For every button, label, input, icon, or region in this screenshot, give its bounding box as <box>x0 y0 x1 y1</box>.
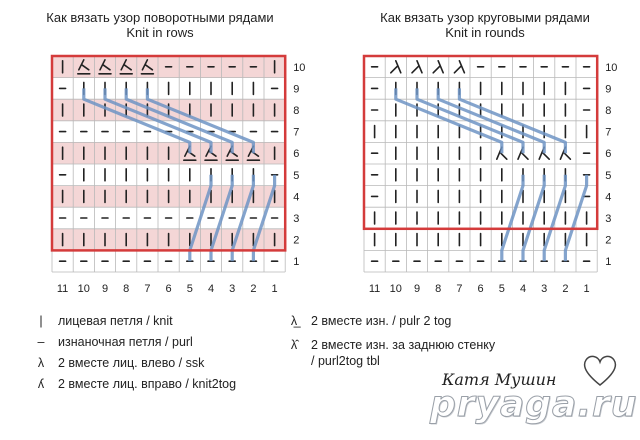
row-number: 1 <box>605 256 612 269</box>
legend-text: изнаночная петля / purl <box>58 335 193 349</box>
legend-left <box>30 313 236 397</box>
legend-text: 2 вместе изн. / pulr 2 tog <box>311 314 452 328</box>
knit-symbol: | <box>39 314 43 328</box>
row-number: 5 <box>293 169 300 182</box>
column-number: 6 <box>165 283 172 295</box>
legend-item <box>30 313 236 334</box>
ssk-symbol: λ <box>37 356 45 370</box>
column-number: 7 <box>456 283 463 295</box>
legend-text: 2 вместе изн. за заднюю стенку <box>311 338 496 352</box>
column-number: 8 <box>123 283 130 295</box>
purl-symbol: – <box>37 335 45 349</box>
legend-item <box>30 355 236 376</box>
watermark-name: Катя Мушин <box>442 370 557 389</box>
heart-icon <box>580 352 620 388</box>
row-number: 2 <box>605 234 612 247</box>
chart-title-rows-en: Knit in rows <box>126 25 194 40</box>
row-number: 10 <box>293 61 306 74</box>
column-number: 11 <box>368 283 381 295</box>
column-number: 7 <box>144 283 151 295</box>
row-number: 4 <box>293 191 300 204</box>
chart-title-rows-ru: Как вязать узор поворотными рядами <box>46 10 274 25</box>
row-number: 8 <box>293 105 300 117</box>
legend-text: 2 вместе лиц. вправо / knit2tog <box>58 377 237 391</box>
row-number: 3 <box>605 213 612 225</box>
column-number: 5 <box>186 283 193 295</box>
legend-item <box>283 313 495 337</box>
purl2tog-tbl-symbol: λ̂ <box>290 338 298 352</box>
row-number: 9 <box>293 83 300 96</box>
row-number: 1 <box>293 256 300 269</box>
column-number: 2 <box>562 283 569 295</box>
column-number: 4 <box>207 283 215 295</box>
legend-item <box>30 334 236 355</box>
column-number: 10 <box>77 283 90 295</box>
row-number: 5 <box>605 169 612 182</box>
chart-rounds <box>364 56 617 295</box>
row-number: 6 <box>293 148 300 161</box>
watermark-site: pryaga.ru <box>430 384 638 425</box>
chart-rows <box>52 56 305 295</box>
purl2tog-symbol: λ̲ <box>290 314 298 328</box>
column-number: 3 <box>229 283 236 295</box>
legend-text: / purl2tog tbl <box>311 354 380 368</box>
legend-item <box>30 376 236 397</box>
legend-item <box>283 337 495 353</box>
column-number: 2 <box>250 283 257 295</box>
chart-title-rounds-ru: Как вязать узор круговыми рядами <box>380 10 590 25</box>
column-number: 1 <box>583 283 590 295</box>
column-number: 9 <box>101 283 109 295</box>
legend-item-continued <box>283 353 495 369</box>
column-number: 9 <box>413 283 421 295</box>
row-number: 2 <box>293 234 300 247</box>
column-number: 11 <box>56 283 69 295</box>
row-number: 7 <box>605 126 612 139</box>
column-number: 10 <box>389 283 402 295</box>
column-number: 3 <box>541 283 548 295</box>
knit2tog-symbol: ʎ <box>37 377 45 391</box>
chart-title-rounds-en: Knit in rounds <box>445 25 525 40</box>
column-number: 8 <box>435 283 442 295</box>
row-number: 8 <box>605 105 612 117</box>
row-number: 10 <box>605 61 618 74</box>
column-number: 4 <box>519 283 527 295</box>
column-number: 1 <box>271 283 278 295</box>
row-number: 4 <box>605 191 612 204</box>
column-number: 6 <box>477 283 484 295</box>
legend-text: 2 вместе лиц. влево / ssk <box>58 356 205 370</box>
row-number: 3 <box>293 213 300 225</box>
legend-right <box>283 313 495 369</box>
column-number: 5 <box>498 283 505 295</box>
legend-text: лицевая петля / knit <box>58 314 173 328</box>
row-number: 7 <box>293 126 300 139</box>
row-number: 6 <box>605 148 612 161</box>
row-number: 9 <box>605 83 612 96</box>
